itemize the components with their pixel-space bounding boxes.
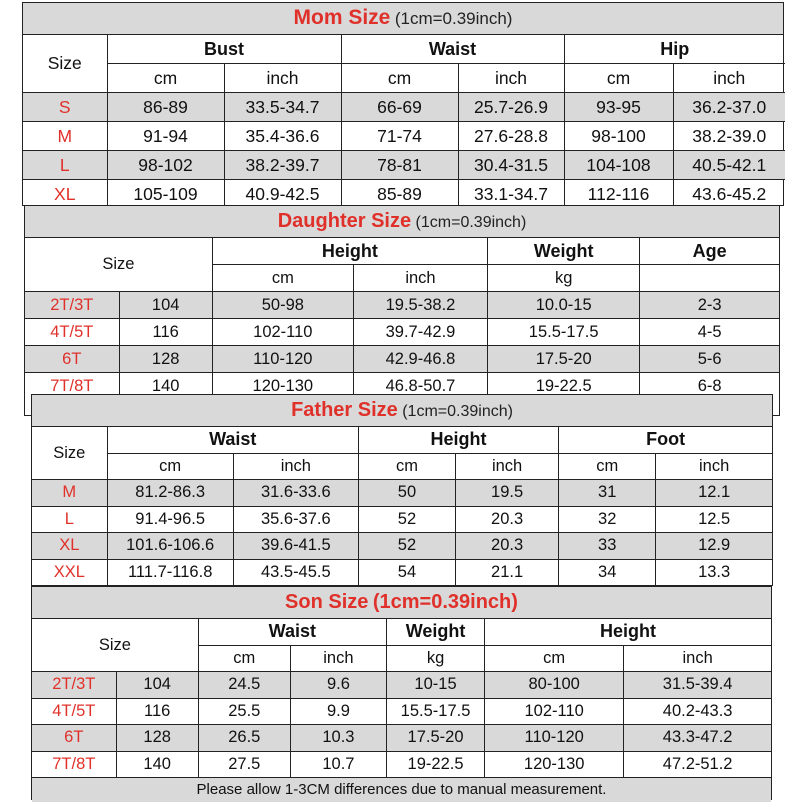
daughter-size-chart — [24, 205, 780, 416]
value-cell: 6-8 — [640, 373, 779, 400]
group-header-bust: Bust — [107, 35, 341, 64]
table-row — [32, 506, 772, 533]
value-cell: 19-22.5 — [386, 751, 484, 777]
value-cell: 116 — [116, 698, 198, 725]
size-cell: L — [32, 506, 107, 533]
table-row — [32, 559, 772, 585]
daughter-size-table — [25, 238, 779, 399]
size-cell: 6T — [25, 346, 119, 373]
father-size-conversion: (1cm=0.39inch) — [402, 403, 513, 420]
value-cell: 71-74 — [341, 122, 458, 151]
value-cell: 36.2-37.0 — [673, 93, 785, 122]
value-cell: 12.1 — [656, 480, 772, 507]
value-cell: 52 — [358, 506, 455, 533]
group-header-waist: Waist — [107, 427, 358, 453]
value-cell: 128 — [116, 725, 198, 752]
value-cell: 120-130 — [212, 373, 353, 400]
mom-size-title-bar — [23, 3, 783, 35]
size-header: Size — [32, 427, 107, 480]
table-row — [25, 292, 779, 319]
value-cell: 43.3-47.2 — [624, 725, 771, 752]
unit-header: cm — [485, 645, 624, 672]
group-header-age: Age — [640, 238, 779, 265]
unit-header: kg — [488, 265, 640, 292]
value-cell: 17.5-20 — [488, 346, 640, 373]
value-cell: 104-108 — [564, 151, 673, 180]
value-cell: 25.5 — [198, 698, 290, 725]
value-cell: 110-120 — [212, 346, 353, 373]
unit-header — [640, 265, 779, 292]
value-cell: 27.6-28.8 — [458, 122, 564, 151]
value-cell: 20.3 — [456, 533, 559, 560]
unit-header: inch — [456, 453, 559, 480]
value-cell: 81.2-86.3 — [107, 480, 233, 507]
value-cell: 102-110 — [485, 698, 624, 725]
table-row — [25, 346, 779, 373]
value-cell: 140 — [119, 373, 212, 400]
unit-header: cm — [107, 453, 233, 480]
group-header-weight: Weight — [386, 619, 484, 645]
table-row — [25, 319, 779, 346]
value-cell: 98-102 — [107, 151, 224, 180]
value-cell: 31.5-39.4 — [624, 672, 771, 699]
value-cell: 38.2-39.0 — [673, 122, 785, 151]
table-row — [32, 672, 771, 699]
value-cell: 54 — [358, 559, 455, 585]
value-cell: 19.5-38.2 — [353, 292, 487, 319]
value-cell: 128 — [119, 346, 212, 373]
father-size-title: Father Size — [291, 399, 398, 421]
value-cell: 104 — [119, 292, 212, 319]
value-cell: 38.2-39.7 — [224, 151, 341, 180]
value-cell: 46.8-50.7 — [353, 373, 487, 400]
value-cell: 15.5-17.5 — [488, 319, 640, 346]
value-cell: 111.7-116.8 — [107, 559, 233, 585]
son-size-chart — [31, 586, 772, 800]
table-row — [32, 751, 771, 777]
unit-header: cm — [107, 64, 224, 93]
value-cell: 9.6 — [290, 672, 386, 699]
value-cell: 40.9-42.5 — [224, 180, 341, 209]
son-size-conversion: (1cm=0.39inch) — [372, 591, 518, 613]
value-cell: 78-81 — [341, 151, 458, 180]
father-size-chart — [31, 394, 773, 586]
value-cell: 50-98 — [212, 292, 353, 319]
value-cell: 112-116 — [564, 180, 673, 209]
size-header: Size — [32, 619, 198, 672]
unit-header: inch — [656, 453, 772, 480]
size-cell: 7T/8T — [25, 373, 119, 400]
value-cell: 86-89 — [107, 93, 224, 122]
table-row — [23, 180, 785, 209]
daughter-size-conversion: (1cm=0.39inch) — [415, 214, 527, 231]
value-cell: 26.5 — [198, 725, 290, 752]
value-cell: 40.2-43.3 — [624, 698, 771, 725]
value-cell: 10.7 — [290, 751, 386, 777]
value-cell: 98-100 — [564, 122, 673, 151]
value-cell: 9.9 — [290, 698, 386, 725]
unit-header: cm — [198, 645, 290, 672]
table-row — [23, 122, 785, 151]
unit-header: inch — [624, 645, 771, 672]
value-cell: 13.3 — [656, 559, 772, 585]
mom-size-conversion: (1cm=0.39inch) — [394, 9, 513, 28]
table-row — [32, 533, 772, 560]
value-cell: 91.4-96.5 — [107, 506, 233, 533]
value-cell: 43.5-45.5 — [233, 559, 358, 585]
size-header: Size — [25, 238, 212, 292]
table-row — [32, 698, 771, 725]
value-cell: 110-120 — [485, 725, 624, 752]
value-cell: 10.0-15 — [488, 292, 640, 319]
value-cell: 35.6-37.6 — [233, 506, 358, 533]
value-cell: 104 — [116, 672, 198, 699]
size-cell: XXL — [32, 559, 107, 585]
value-cell: 105-109 — [107, 180, 224, 209]
value-cell: 33 — [559, 533, 656, 560]
value-cell: 12.5 — [656, 506, 772, 533]
unit-header: cm — [559, 453, 656, 480]
table-row — [23, 151, 785, 180]
value-cell: 25.7-26.9 — [458, 93, 564, 122]
unit-header: cm — [212, 265, 353, 292]
value-cell: 15.5-17.5 — [386, 698, 484, 725]
value-cell: 2-3 — [640, 292, 779, 319]
group-header-foot: Foot — [559, 427, 772, 453]
table-row — [23, 93, 785, 122]
size-header: Size — [23, 35, 107, 93]
son-size-title-bar — [32, 587, 771, 619]
size-cell: 7T/8T — [32, 751, 116, 777]
size-cell: M — [32, 480, 107, 507]
unit-header: cm — [358, 453, 455, 480]
father-size-title-bar — [32, 395, 772, 427]
value-cell: 31 — [559, 480, 656, 507]
size-cell: XL — [32, 533, 107, 560]
table-row — [32, 480, 772, 507]
daughter-size-title: Daughter Size — [277, 210, 412, 232]
value-cell: 35.4-36.6 — [224, 122, 341, 151]
value-cell: 20.3 — [456, 506, 559, 533]
value-cell: 93-95 — [564, 93, 673, 122]
unit-header: inch — [233, 453, 358, 480]
value-cell: 33.5-34.7 — [224, 93, 341, 122]
value-cell: 19-22.5 — [488, 373, 640, 400]
size-cell: 2T/3T — [32, 672, 116, 699]
group-header-weight: Weight — [488, 238, 640, 265]
group-header-height: Height — [485, 619, 771, 645]
value-cell: 66-69 — [341, 93, 458, 122]
father-size-table — [32, 427, 772, 585]
value-cell: 120-130 — [485, 751, 624, 777]
unit-header: inch — [673, 64, 785, 93]
unit-header: cm — [564, 64, 673, 93]
group-header-height: Height — [358, 427, 558, 453]
size-cell: 2T/3T — [25, 292, 119, 319]
value-cell: 30.4-31.5 — [458, 151, 564, 180]
group-header-height: Height — [212, 238, 487, 265]
value-cell: 40.5-42.1 — [673, 151, 785, 180]
size-cell: 6T — [32, 725, 116, 752]
group-header-waist: Waist — [198, 619, 386, 645]
value-cell: 27.5 — [198, 751, 290, 777]
unit-header: inch — [458, 64, 564, 93]
son-size-table — [32, 619, 771, 777]
daughter-size-title-bar — [25, 206, 779, 238]
group-header-hip: Hip — [564, 35, 785, 64]
size-cell: 4T/5T — [32, 698, 116, 725]
value-cell: 24.5 — [198, 672, 290, 699]
value-cell: 19.5 — [456, 480, 559, 507]
son-size-title: Son Size — [285, 591, 369, 613]
value-cell: 34 — [559, 559, 656, 585]
value-cell: 47.2-51.2 — [624, 751, 771, 777]
value-cell: 10.3 — [290, 725, 386, 752]
value-cell: 140 — [116, 751, 198, 777]
unit-header: kg — [386, 645, 484, 672]
unit-header: cm — [341, 64, 458, 93]
value-cell: 17.5-20 — [386, 725, 484, 752]
value-cell: 12.9 — [656, 533, 772, 560]
size-cell: 4T/5T — [25, 319, 119, 346]
value-cell: 43.6-45.2 — [673, 180, 785, 209]
value-cell: 52 — [358, 533, 455, 560]
table-row — [32, 725, 771, 752]
unit-header: inch — [224, 64, 341, 93]
value-cell: 32 — [559, 506, 656, 533]
unit-header: inch — [290, 645, 386, 672]
mom-size-title: Mom Size — [293, 6, 391, 29]
size-cell: L — [23, 151, 107, 180]
value-cell: 21.1 — [456, 559, 559, 585]
value-cell: 101.6-106.6 — [107, 533, 233, 560]
value-cell: 39.6-41.5 — [233, 533, 358, 560]
value-cell: 5-6 — [640, 346, 779, 373]
mom-size-chart — [22, 2, 784, 206]
value-cell: 50 — [358, 480, 455, 507]
value-cell: 80-100 — [485, 672, 624, 699]
value-cell: 91-94 — [107, 122, 224, 151]
value-cell: 85-89 — [341, 180, 458, 209]
value-cell: 39.7-42.9 — [353, 319, 487, 346]
value-cell: 102-110 — [212, 319, 353, 346]
measurement-footnote: Please allow 1-3CM differences due to manual measurement. — [32, 777, 771, 802]
value-cell: 4-5 — [640, 319, 779, 346]
size-cell: S — [23, 93, 107, 122]
value-cell: 33.1-34.7 — [458, 180, 564, 209]
value-cell: 42.9-46.8 — [353, 346, 487, 373]
mom-size-table — [23, 35, 785, 208]
size-cell: M — [23, 122, 107, 151]
group-header-waist: Waist — [341, 35, 564, 64]
value-cell: 116 — [119, 319, 212, 346]
unit-header: inch — [353, 265, 487, 292]
value-cell: 10-15 — [386, 672, 484, 699]
size-cell: XL — [23, 180, 107, 209]
value-cell: 31.6-33.6 — [233, 480, 358, 507]
